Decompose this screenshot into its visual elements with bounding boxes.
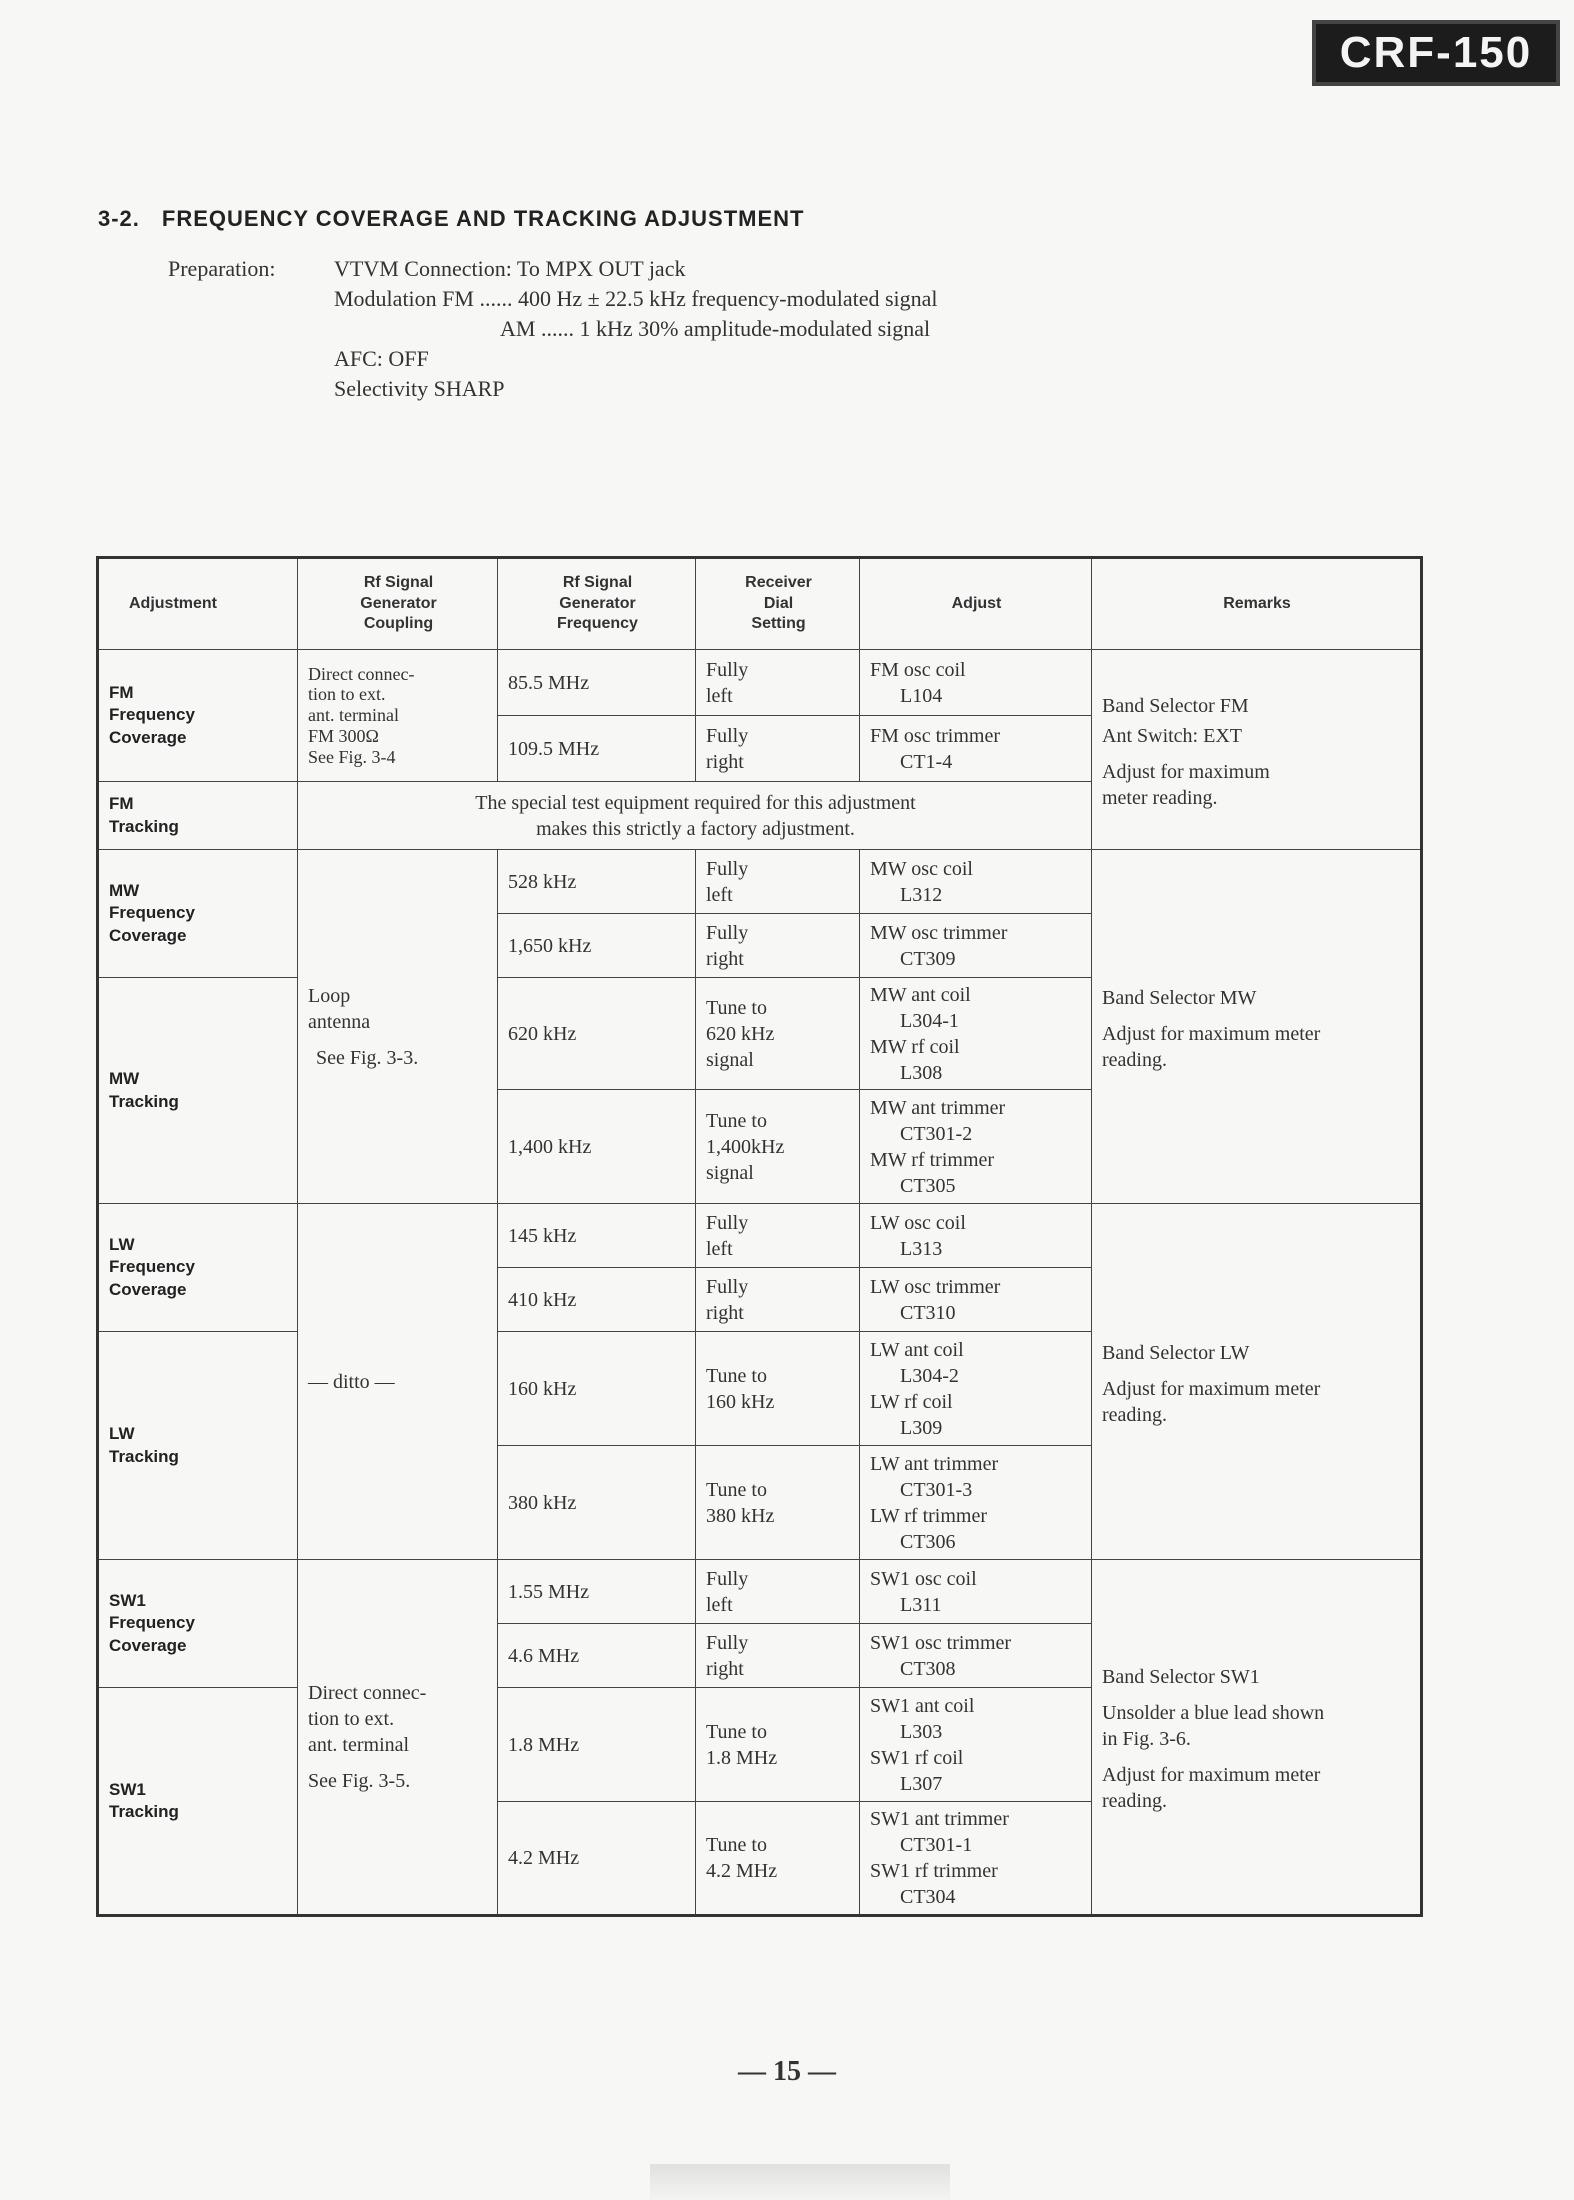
section-title: FREQUENCY COVERAGE AND TRACKING ADJUSTMENT — [161, 206, 805, 231]
dial-cell: Fully left — [696, 1560, 860, 1624]
dial-cell: Fully right — [696, 716, 860, 782]
header-coupling: Rf Signal Generator Coupling — [298, 558, 498, 650]
adjust-cell: FM osc trimmer CT1-4 — [860, 716, 1092, 782]
table-row — [98, 1560, 1422, 1624]
adjust-cell: LW osc coil L313 — [860, 1204, 1092, 1268]
section-heading — [98, 206, 804, 232]
band-sw1-tracking: SW1 Tracking — [98, 1688, 298, 1916]
fm-tracking-note: The special test equipment required for this adjustment makes this strictly a factory adjustment. — [298, 782, 1092, 850]
header-adjustment: Adjustment — [98, 558, 298, 650]
band-fm-tracking: FM Tracking — [98, 782, 298, 850]
adjust-cell: MW osc coil L312 — [860, 850, 1092, 914]
band-sw1-coverage: SW1 Frequency Coverage — [98, 1560, 298, 1688]
freq-cell: 4.6 MHz — [498, 1624, 696, 1688]
dial-cell: Fully right — [696, 1268, 860, 1332]
modulation-fm: Modulation FM ...... 400 Hz ± 22.5 kHz frequency-modulated signal — [334, 286, 938, 311]
remarks-sw1: Band Selector SW1 Unsolder a blue lead shown in Fig. 3-6. Adjust for maximum meter reading. — [1092, 1560, 1422, 1916]
coupling-mw: Loop antenna See Fig. 3-3. — [298, 850, 498, 1204]
freq-cell: 160 kHz — [498, 1332, 696, 1446]
dial-cell: Tune to 1,400kHz signal — [696, 1090, 860, 1204]
band-mw-coverage: MW Frequency Coverage — [98, 850, 298, 978]
freq-cell: 1.8 MHz — [498, 1688, 696, 1802]
dial-cell: Fully right — [696, 914, 860, 978]
coupling-lw: — ditto — — [298, 1204, 498, 1560]
adjust-cell: SW1 osc trimmer CT308 — [860, 1624, 1092, 1688]
header-row — [98, 558, 1422, 650]
section-number: 3-2. — [98, 206, 140, 231]
coupling-fm: Direct connec- tion to ext. ant. terminal FM 300Ω See Fig. 3-4 — [298, 650, 498, 782]
dial-cell: Fully left — [696, 650, 860, 716]
remarks-mw: Band Selector MW Adjust for maximum meter reading. — [1092, 850, 1422, 1204]
freq-cell: 620 kHz — [498, 978, 696, 1090]
selectivity-setting: Selectivity SHARP — [334, 376, 505, 401]
coupling-sw1: Direct connec- tion to ext. ant. terminal See Fig. 3-5. — [298, 1560, 498, 1916]
freq-cell: 1,400 kHz — [498, 1090, 696, 1204]
freq-cell: 109.5 MHz — [498, 716, 696, 782]
remarks-fm: Band Selector FM Ant Switch: EXT Adjust for maximum meter reading. — [1092, 650, 1422, 850]
dial-cell: Fully right — [696, 1624, 860, 1688]
freq-cell: 1.55 MHz — [498, 1560, 696, 1624]
band-mw-tracking: MW Tracking — [98, 978, 298, 1204]
adjust-cell: LW ant trimmer CT301-3 LW rf trimmer CT306 — [860, 1446, 1092, 1560]
freq-cell: 85.5 MHz — [498, 650, 696, 716]
adjust-cell: MW ant coil L304-1 MW rf coil L308 — [860, 978, 1092, 1090]
adjust-cell: SW1 ant trimmer CT301-1 SW1 rf trimmer CT304 — [860, 1802, 1092, 1916]
freq-cell: 528 kHz — [498, 850, 696, 914]
header-adjust: Adjust — [860, 558, 1092, 650]
adjust-cell: SW1 osc coil L311 — [860, 1560, 1092, 1624]
dial-cell: Tune to 160 kHz — [696, 1332, 860, 1446]
dial-cell: Fully left — [696, 850, 860, 914]
page-number: — 15 — — [738, 2056, 836, 2087]
modulation-am: AM ...... 1 kHz 30% amplitude-modulated signal — [500, 316, 931, 341]
header-frequency: Rf Signal Generator Frequency — [498, 558, 696, 650]
band-fm-coverage: FM Frequency Coverage — [98, 650, 298, 782]
freq-cell: 380 kHz — [498, 1446, 696, 1560]
table-row — [98, 650, 1422, 716]
adjust-cell: MW osc trimmer CT309 — [860, 914, 1092, 978]
adjust-cell: FM osc coil L104 — [860, 650, 1092, 716]
band-lw-tracking: LW Tracking — [98, 1332, 298, 1560]
afc-setting: AFC: OFF — [334, 346, 429, 371]
table-row — [98, 1204, 1422, 1268]
dial-cell: Fully left — [696, 1204, 860, 1268]
dial-cell: Tune to 380 kHz — [696, 1446, 860, 1560]
table-row — [98, 850, 1422, 914]
adjust-cell: SW1 ant coil L303 SW1 rf coil L307 — [860, 1688, 1092, 1802]
dial-cell: Tune to 1.8 MHz — [696, 1688, 860, 1802]
model-badge: CRF-150 — [1312, 20, 1560, 86]
remarks-lw: Band Selector LW Adjust for maximum meter reading. — [1092, 1204, 1422, 1560]
freq-cell: 4.2 MHz — [498, 1802, 696, 1916]
scan-smudge — [650, 2164, 950, 2200]
adjust-cell: MW ant trimmer CT301-2 MW rf trimmer CT305 — [860, 1090, 1092, 1204]
vtvm-connection: VTVM Connection: To MPX OUT jack — [334, 256, 686, 281]
freq-cell: 1,650 kHz — [498, 914, 696, 978]
dial-cell: Tune to 620 kHz signal — [696, 978, 860, 1090]
adjust-cell: LW osc trimmer CT310 — [860, 1268, 1092, 1332]
header-remarks: Remarks — [1092, 558, 1422, 650]
adjustment-table — [96, 556, 1423, 1917]
adjust-cell: LW ant coil L304-2 LW rf coil L309 — [860, 1332, 1092, 1446]
freq-cell: 410 kHz — [498, 1268, 696, 1332]
freq-cell: 145 kHz — [498, 1204, 696, 1268]
dial-cell: Tune to 4.2 MHz — [696, 1802, 860, 1916]
band-lw-coverage: LW Frequency Coverage — [98, 1204, 298, 1332]
header-dial: Receiver Dial Setting — [696, 558, 860, 650]
preparation-label: Preparation: — [168, 256, 276, 281]
